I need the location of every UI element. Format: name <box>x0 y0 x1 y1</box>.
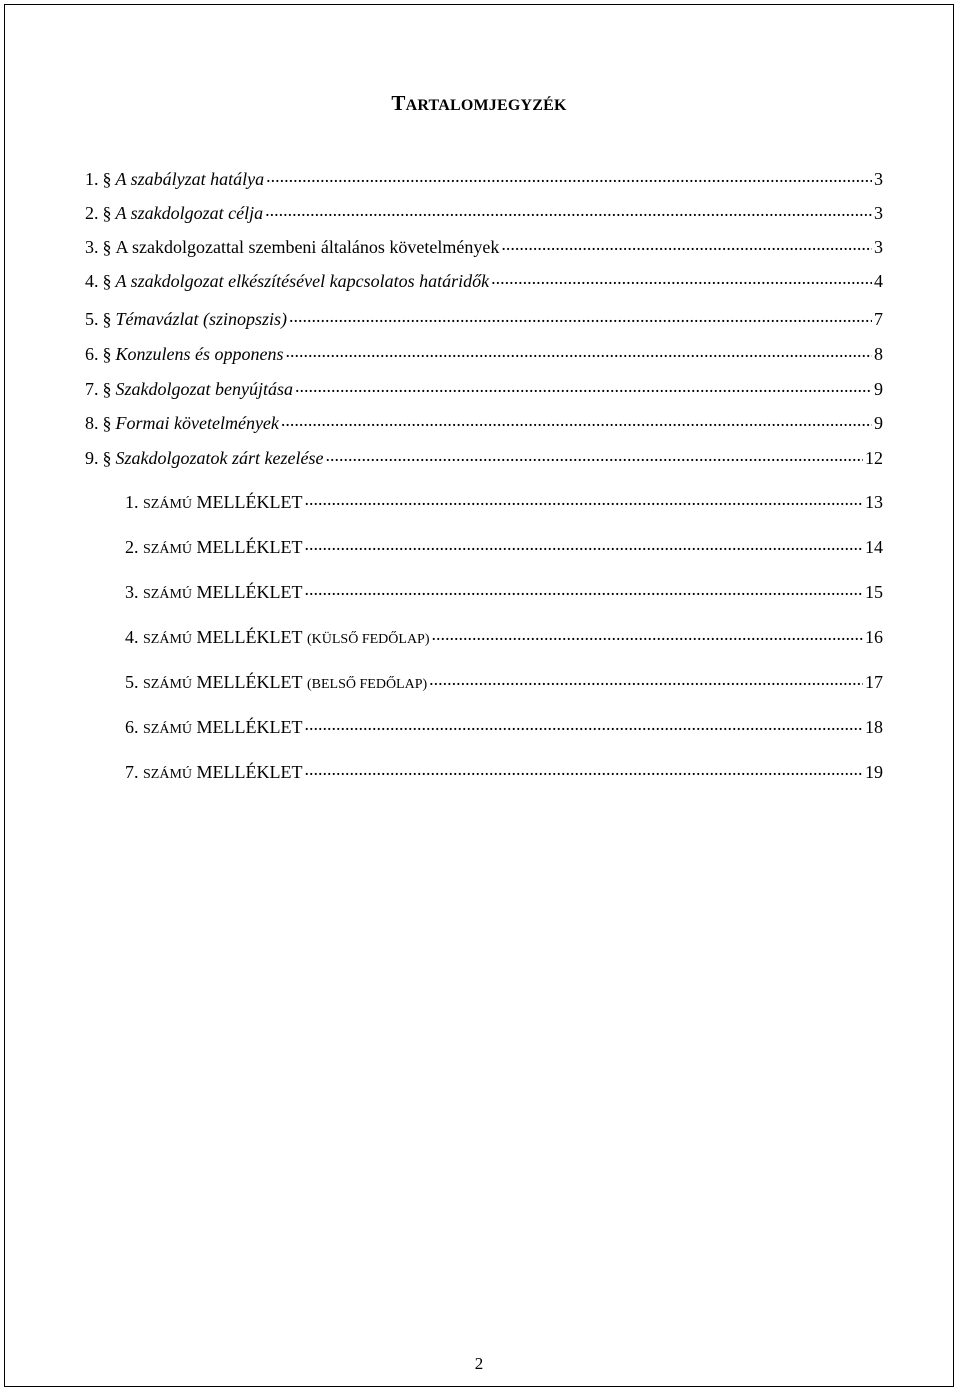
appendix-label-small: SZÁMÚ <box>143 722 193 737</box>
toc-entry-page: 8 <box>874 344 883 364</box>
section-sign: § <box>102 344 112 364</box>
toc-entry-text: Szakdolgozatok zárt kezelése <box>115 448 324 468</box>
toc-entry[interactable] <box>85 307 883 331</box>
appendix-number: 4. <box>125 627 139 647</box>
toc-entry[interactable] <box>85 377 883 401</box>
appendix-number: 7. <box>125 762 139 782</box>
appendix-number: 5. <box>125 672 139 692</box>
appendix-label-small: SZÁMÚ <box>143 677 193 692</box>
dot-leader <box>266 167 872 185</box>
dot-leader <box>295 377 872 395</box>
appendix-page: 16 <box>865 627 883 647</box>
appendix-page: 14 <box>865 537 883 557</box>
toc-entry[interactable] <box>85 235 883 259</box>
toc-entry-text: A szabályzat hatálya <box>115 169 265 189</box>
toc-entry-page: 3 <box>874 203 883 223</box>
appendix-number: 1. <box>125 492 139 512</box>
toc-appendix-entry[interactable] <box>85 535 883 559</box>
appendix-label: MELLÉKLET <box>196 627 303 647</box>
toc-entry-page: 7 <box>874 309 883 329</box>
toc-appendix-entry[interactable] <box>85 625 883 649</box>
section-sign: § <box>102 169 112 189</box>
toc-appendix-entry[interactable] <box>85 760 883 784</box>
appendix-label-small: SZÁMÚ <box>143 497 193 512</box>
appendix-page: 13 <box>865 492 883 512</box>
dot-leader <box>281 411 872 429</box>
toc-entry-text: A szakdolgozattal szembeni általános követelmények <box>115 237 500 257</box>
appendix-label: MELLÉKLET <box>196 492 303 512</box>
toc-entry-number: 7. <box>85 379 99 399</box>
toc-entry-number: 3. <box>85 237 99 257</box>
dot-leader <box>305 760 864 778</box>
page-number: 2 <box>474 1354 484 1373</box>
section-sign: § <box>102 379 112 399</box>
toc-entry-page: 3 <box>874 237 883 257</box>
section-sign: § <box>102 448 112 468</box>
dot-leader <box>491 269 872 287</box>
toc-entry-text: Témavázlat (szinopszis) <box>115 309 288 329</box>
dot-leader <box>325 446 863 464</box>
toc-title-initial: T <box>391 91 406 115</box>
dot-leader <box>432 625 864 643</box>
dot-leader <box>305 715 864 733</box>
toc-title <box>5 91 953 116</box>
dot-leader <box>289 307 872 325</box>
toc-entry[interactable] <box>85 411 883 435</box>
toc-entry-page: 9 <box>874 379 883 399</box>
appendix-page: 18 <box>865 717 883 737</box>
toc-appendix-entry[interactable] <box>85 715 883 739</box>
appendix-number: 3. <box>125 582 139 602</box>
appendix-label-small: SZÁMÚ <box>143 542 193 557</box>
toc-entry-page: 3 <box>874 169 883 189</box>
toc-entry[interactable] <box>85 269 883 293</box>
appendix-label: MELLÉKLET <box>196 717 303 737</box>
toc-entry-text: Szakdolgozat benyújtása <box>115 379 293 399</box>
dot-leader <box>305 490 864 508</box>
appendix-suffix: (BELSŐ FEDŐLAP) <box>307 677 428 692</box>
toc-appendix-entry[interactable] <box>85 580 883 604</box>
dot-leader <box>286 342 873 360</box>
dot-leader <box>265 201 872 219</box>
section-sign: § <box>102 237 112 257</box>
appendix-label-small: SZÁMÚ <box>143 767 193 782</box>
appendix-suffix: (KÜLSŐ FEDŐLAP) <box>307 632 430 647</box>
toc-entry[interactable] <box>85 342 883 366</box>
toc-appendix-entry[interactable] <box>85 490 883 514</box>
toc-entry[interactable] <box>85 167 883 191</box>
appendix-page: 17 <box>865 672 883 692</box>
dot-leader <box>501 235 872 253</box>
document-page <box>4 4 954 1387</box>
section-sign: § <box>102 271 112 291</box>
toc-entry-text: A szakdolgozat célja <box>115 203 264 223</box>
toc-entry-number: 6. <box>85 344 99 364</box>
appendix-label-small: SZÁMÚ <box>143 587 193 602</box>
appendix-page: 15 <box>865 582 883 602</box>
toc-entry-page: 4 <box>874 271 883 291</box>
toc-entry-number: 5. <box>85 309 99 329</box>
toc-entry-number: 8. <box>85 413 99 433</box>
appendix-label: MELLÉKLET <box>196 537 303 557</box>
appendix-label: MELLÉKLET <box>196 672 303 692</box>
toc-entry[interactable] <box>85 201 883 225</box>
appendix-label: MELLÉKLET <box>196 762 303 782</box>
section-sign: § <box>102 309 112 329</box>
appendix-label-small: SZÁMÚ <box>143 632 193 647</box>
toc-entry-page: 9 <box>874 413 883 433</box>
section-sign: § <box>102 413 112 433</box>
toc-appendix-entry[interactable] <box>85 670 883 694</box>
toc-entry-number: 1. <box>85 169 99 189</box>
dot-leader <box>429 670 863 688</box>
appendix-number: 6. <box>125 717 139 737</box>
toc-entry-text: Formai követelmények <box>115 413 279 433</box>
section-sign: § <box>102 203 112 223</box>
toc-entry-text: Konzulens és opponens <box>115 344 284 364</box>
toc-entry-page: 12 <box>865 448 883 468</box>
toc-entry-number: 2. <box>85 203 99 223</box>
toc-entry-number: 4. <box>85 271 99 291</box>
toc-entry-text: A szakdolgozat elkészítésével kapcsolatos határidők <box>115 271 490 291</box>
dot-leader <box>305 580 864 598</box>
appendix-number: 2. <box>125 537 139 557</box>
appendix-page: 19 <box>865 762 883 782</box>
dot-leader <box>305 535 864 553</box>
toc-entry-number: 9. <box>85 448 99 468</box>
appendix-label: MELLÉKLET <box>196 582 303 602</box>
toc-title-rest: ARTALOMJEGYZÉK <box>405 97 567 114</box>
toc-entry[interactable] <box>85 446 883 470</box>
